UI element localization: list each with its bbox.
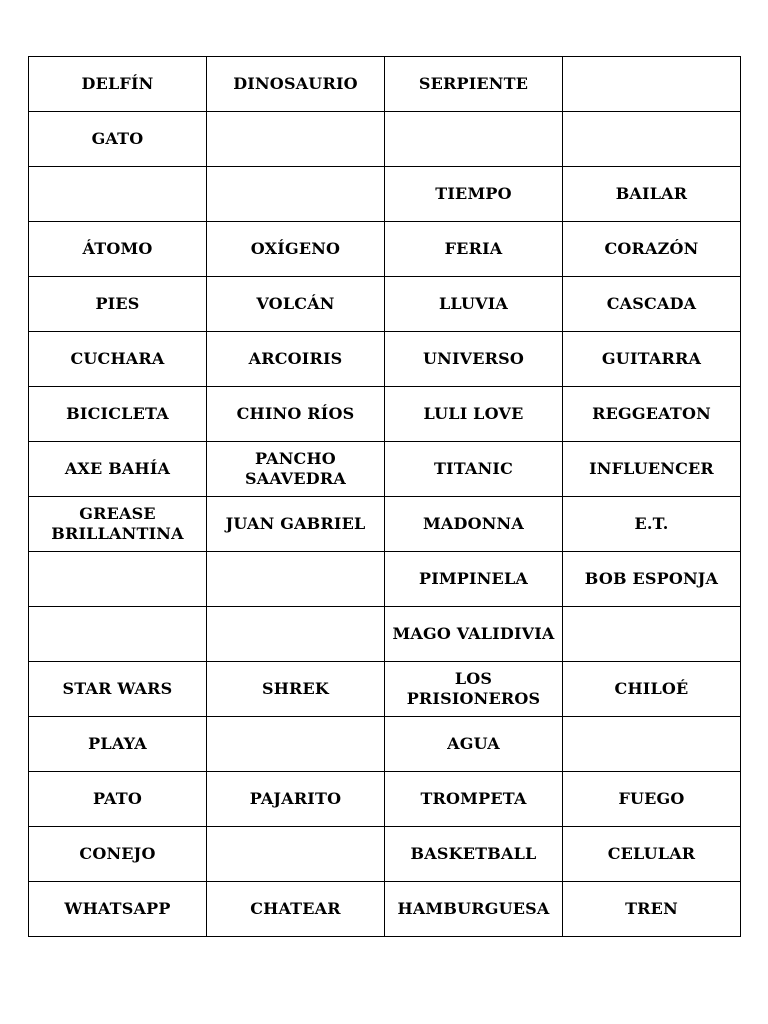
table-cell xyxy=(563,112,741,167)
table-cell: BOB ESPONJA xyxy=(563,552,741,607)
table-cell: AXE BAHÍA xyxy=(29,442,207,497)
table-cell: GUITARRA xyxy=(563,332,741,387)
table-cell xyxy=(207,112,385,167)
table-cell: CHATEAR xyxy=(207,882,385,937)
table-cell xyxy=(207,552,385,607)
table-row xyxy=(29,222,741,277)
table-cell: PATO xyxy=(29,772,207,827)
table-cell: PLAYA xyxy=(29,717,207,772)
table-cell xyxy=(207,717,385,772)
table-cell: JUAN GABRIEL xyxy=(207,497,385,552)
table-cell: BICICLETA xyxy=(29,387,207,442)
table-cell: GREASE BRILLANTINA xyxy=(29,497,207,552)
table-cell: PIMPINELA xyxy=(385,552,563,607)
table-cell: FUEGO xyxy=(563,772,741,827)
table-cell: LLUVIA xyxy=(385,277,563,332)
table-cell: UNIVERSO xyxy=(385,332,563,387)
table-cell: TROMPETA xyxy=(385,772,563,827)
table-cell xyxy=(29,552,207,607)
table-cell: VOLCÁN xyxy=(207,277,385,332)
table-row xyxy=(29,607,741,662)
table-cell: LOS PRISIONEROS xyxy=(385,662,563,717)
table-cell: MAGO VALIDIVIA xyxy=(385,607,563,662)
table-cell: PIES xyxy=(29,277,207,332)
table-cell: E.T. xyxy=(563,497,741,552)
table-row xyxy=(29,387,741,442)
table-row xyxy=(29,277,741,332)
table-cell: REGGEATON xyxy=(563,387,741,442)
table-row xyxy=(29,717,741,772)
table-row xyxy=(29,497,741,552)
table-cell: TIEMPO xyxy=(385,167,563,222)
table-cell: ÁTOMO xyxy=(29,222,207,277)
table-cell: TREN xyxy=(563,882,741,937)
table-cell: SERPIENTE xyxy=(385,57,563,112)
table-cell: CHILOÉ xyxy=(563,662,741,717)
table-cell: DELFÍN xyxy=(29,57,207,112)
table-cell xyxy=(563,57,741,112)
table-cell: CASCADA xyxy=(563,277,741,332)
table-cell xyxy=(207,167,385,222)
table-cell: STAR WARS xyxy=(29,662,207,717)
table-cell: INFLUENCER xyxy=(563,442,741,497)
table-cell: BASKETBALL xyxy=(385,827,563,882)
table-cell: CELULAR xyxy=(563,827,741,882)
table-cell: PAJARITO xyxy=(207,772,385,827)
table-cell: AGUA xyxy=(385,717,563,772)
table-cell: ARCOIRIS xyxy=(207,332,385,387)
table-cell: MADONNA xyxy=(385,497,563,552)
table-cell xyxy=(207,827,385,882)
table-cell xyxy=(563,717,741,772)
table-cell: LULI LOVE xyxy=(385,387,563,442)
table-row xyxy=(29,882,741,937)
table-row xyxy=(29,112,741,167)
table-cell: BAILAR xyxy=(563,167,741,222)
word-table xyxy=(28,56,741,937)
table-row xyxy=(29,57,741,112)
table-cell: FERIA xyxy=(385,222,563,277)
table-cell xyxy=(207,607,385,662)
table-cell xyxy=(29,167,207,222)
table-cell: WHATSAPP xyxy=(29,882,207,937)
table-cell xyxy=(563,607,741,662)
table-cell: PANCHO SAAVEDRA xyxy=(207,442,385,497)
table-cell: DINOSAURIO xyxy=(207,57,385,112)
table-cell: TITANIC xyxy=(385,442,563,497)
table-row xyxy=(29,827,741,882)
table-cell: SHREK xyxy=(207,662,385,717)
table-cell: CHINO RÍOS xyxy=(207,387,385,442)
table-cell xyxy=(29,607,207,662)
word-table-body xyxy=(29,57,741,937)
table-cell: CUCHARA xyxy=(29,332,207,387)
table-row xyxy=(29,662,741,717)
table-row xyxy=(29,552,741,607)
table-row xyxy=(29,772,741,827)
table-cell: GATO xyxy=(29,112,207,167)
table-row xyxy=(29,442,741,497)
table-cell: OXÍGENO xyxy=(207,222,385,277)
table-cell: HAMBURGUESA xyxy=(385,882,563,937)
table-cell: CONEJO xyxy=(29,827,207,882)
table-row xyxy=(29,167,741,222)
table-row xyxy=(29,332,741,387)
table-cell: CORAZÓN xyxy=(563,222,741,277)
table-cell xyxy=(385,112,563,167)
